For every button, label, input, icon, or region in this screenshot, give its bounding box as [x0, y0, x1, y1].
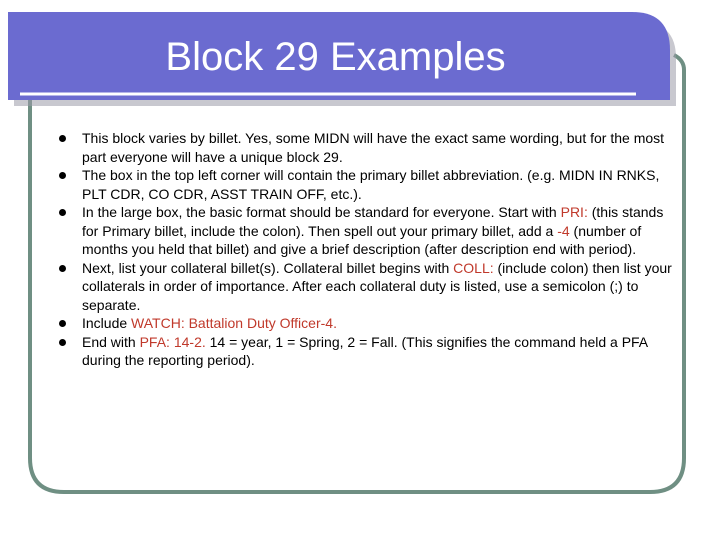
highlighted-text: COLL: — [453, 259, 494, 276]
bullet-text: This block varies by billet. Yes, some MIDN will have the exact same wording, but for the most part everyone will have a unique block 29. — [82, 130, 665, 165]
bullet-dot-icon — [59, 172, 66, 179]
highlighted-text: WATCH: Battalion Duty Officer-4. — [131, 315, 337, 331]
highlighted-text: -4 — [557, 222, 570, 239]
bullet-text: The box in the top left corner will contain the primary billet abbreviation. (e.g. MIDN IN RNKS, PLT CDR, CO CDR, ASST TRAIN OFF, etc.). — [82, 167, 660, 202]
bullet-text: End with — [82, 333, 140, 350]
slide-title: Block 29 Examples — [165, 35, 506, 79]
bullet-dot-icon — [59, 339, 66, 346]
bullet-dot-icon — [59, 209, 66, 216]
highlighted-text: PFA: 14-2. — [139, 333, 206, 350]
bullet-item — [62, 129, 672, 166]
bullet-dot-icon — [59, 265, 66, 272]
bullet-text: 14 = year, 1 = Spring, 2 = Fall. (This signifies the command held a PFA during the reporting period). — [82, 333, 648, 368]
bullet-dot-icon — [59, 320, 66, 327]
highlighted-text: PRI: — [560, 204, 588, 220]
bullet-text: In the large box, the basic format should be standard for everyone. Start with — [82, 204, 561, 220]
bullet-list — [62, 129, 672, 370]
bullet-item — [62, 333, 672, 370]
bullet-text: Include — [82, 315, 132, 331]
bullet-item — [62, 203, 672, 259]
bullet-text: Next, list your collateral billet(s). Collateral billet begins with — [82, 259, 454, 276]
bullet-item — [62, 314, 672, 333]
bullet-text: (number of months you held that billet) and give a brief description (after description end with period). — [82, 222, 642, 257]
bullet-text: (this stands for Primary billet, include the colon). Then spell out your primary billet, add a — [82, 204, 664, 239]
bullet-dot-icon — [59, 135, 66, 142]
bullet-item — [62, 259, 672, 315]
bullet-item — [62, 166, 672, 203]
bullet-text: (include colon) then list your collaterals in order of importance. After each collateral duty is listed, use a semicolon (;) to separate. — [82, 259, 672, 313]
